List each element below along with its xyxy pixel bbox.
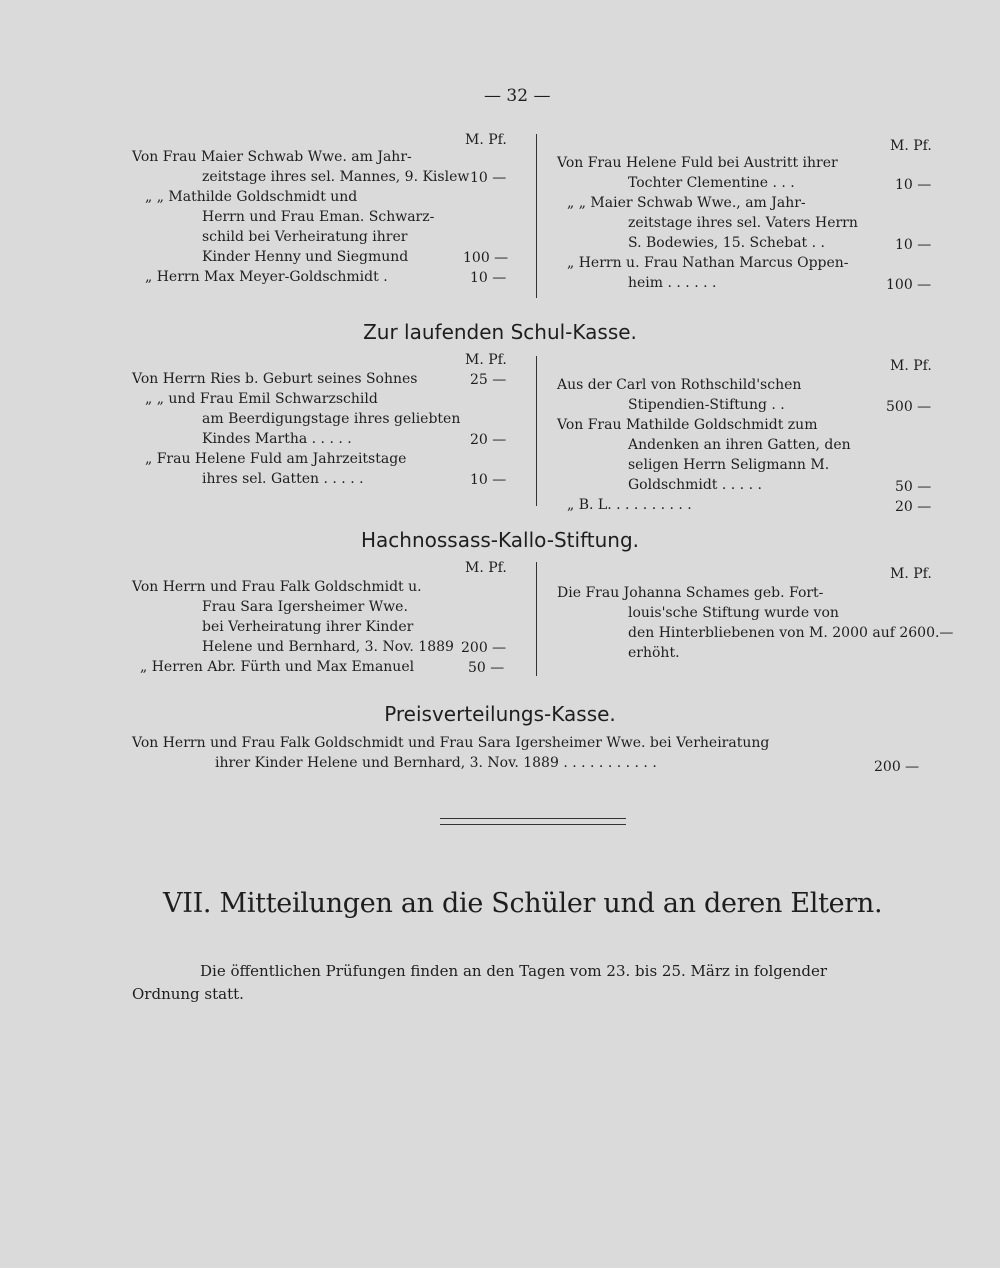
entry-line: „ Frau Helene Fuld am Jahrzeitstage [145,451,407,467]
entry-line: Helene und Bernhard, 3. Nov. 1889 [202,639,454,655]
chapter-title: VII. Mitteilungen an die Schüler und an deren Eltern. [163,888,883,919]
entry-line: heim . . . . . . [628,275,717,291]
currency-header-left: M. Pf. [465,560,507,576]
amount: 10 — [470,472,507,488]
entry-line: schild bei Verheiratung ihrer [202,229,408,245]
column-divider [536,356,537,506]
entry-line: S. Bodewies, 15. Schebat . . [628,235,825,251]
entry-line: Tochter Clementine . . . [628,175,795,191]
entry-line: Von Herrn und Frau Falk Goldschmidt und Frau Sara Igersheimer Wwe. bei Verheiratung [132,735,770,751]
section-title-hachnossass: Hachnossass-Kallo-Stiftung. [360,528,640,552]
chapter-paragraph-line: Die öffentlichen Prüfungen finden an den Tagen vom 23. bis 25. März in folgender [200,962,828,980]
amount: 20 — [470,432,507,448]
entry-line: „ „ Maier Schwab Wwe., am Jahr- [567,195,806,211]
amount: 10 — [470,170,507,186]
entry-line: Die Frau Johanna Schames geb. Fort- [557,585,824,601]
amount: 50 — [895,479,932,495]
currency-header-right: M. Pf. [890,138,932,154]
entry-line: Von Frau Mathilde Goldschmidt zum [557,417,818,433]
amount: 50 — [468,660,505,676]
section-separator [440,818,626,825]
amount: 10 — [895,237,932,253]
entry-line: Von Herrn und Frau Falk Goldschmidt u. [132,579,422,595]
currency-header-left: M. Pf. [465,352,507,368]
amount: 25 — [470,372,507,388]
entry-line: „ Herren Abr. Fürth und Max Emanuel [140,659,415,675]
currency-header-left: M. Pf. [465,132,507,148]
section-title-preis: Preisverteilungs-Kasse. [384,702,616,726]
entry-line: Herrn und Frau Eman. Schwarz- [202,209,435,225]
entry-line: „ Herrn u. Frau Nathan Marcus Oppen- [567,255,849,271]
entry-line: am Beerdigungstage ihres geliebten [202,411,461,427]
entry-line: Von Frau Maier Schwab Wwe. am Jahr- [132,149,412,165]
entry-line: Andenken an ihren Gatten, den [628,437,851,453]
entry-line: louis'sche Stiftung wurde von [628,605,839,621]
entry-line: den Hinterbliebenen von M. 2000 auf 2600.— [628,625,954,641]
page-number: — 32 — [484,86,551,106]
entry-line: „ „ und Frau Emil Schwarzschild [145,391,378,407]
entry-line: Von Frau Helene Fuld bei Austritt ihrer [557,155,838,171]
amount: 200 — [874,759,920,775]
amount: 200 — [461,640,507,656]
entry-line: Kinder Henny und Siegmund [202,249,409,265]
entry-line: Frau Sara Igersheimer Wwe. [202,599,408,615]
entry-line: zeitstage ihres sel. Vaters Herrn [628,215,858,231]
currency-header-right: M. Pf. [890,358,932,374]
section-title-schulkasse: Zur laufenden Schul-Kasse. [363,320,637,344]
entry-line: erhöht. [628,645,680,661]
entry-line: Von Herrn Ries b. Geburt seines Sohnes [132,371,418,387]
chapter-paragraph-line: Ordnung statt. [132,985,244,1003]
amount: 500 — [886,399,932,415]
amount: 10 — [895,177,932,193]
entry-line: „ B. L. . . . . . . . . . [567,497,692,513]
entry-line: ihres sel. Gatten . . . . . [202,471,364,487]
currency-header-right: M. Pf. [890,566,932,582]
entry-line: Kindes Martha . . . . . [202,431,352,447]
entry-line: ihrer Kinder Helene und Bernhard, 3. Nov. 1889 . . . . . . . . . . . [215,755,657,771]
amount: 10 — [470,270,507,286]
entry-line: Aus der Carl von Rothschild'schen [557,377,802,393]
column-divider [536,562,537,676]
entry-line: „ „ Mathilde Goldschmidt und [145,189,358,205]
entry-line: Goldschmidt . . . . . [628,477,762,493]
amount: 20 — [895,499,932,515]
entry-line: „ Herrn Max Meyer-Goldschmidt . [145,269,388,285]
entry-line: zeitstage ihres sel. Mannes, 9. Kislew [202,169,470,185]
column-divider [536,134,537,298]
entry-line: seligen Herrn Seligmann M. [628,457,830,473]
entry-line: bei Verheiratung ihrer Kinder [202,619,414,635]
amount: 100 — [886,277,932,293]
amount: 100 — [463,250,509,266]
entry-line: Stipendien-Stiftung . . [628,397,785,413]
